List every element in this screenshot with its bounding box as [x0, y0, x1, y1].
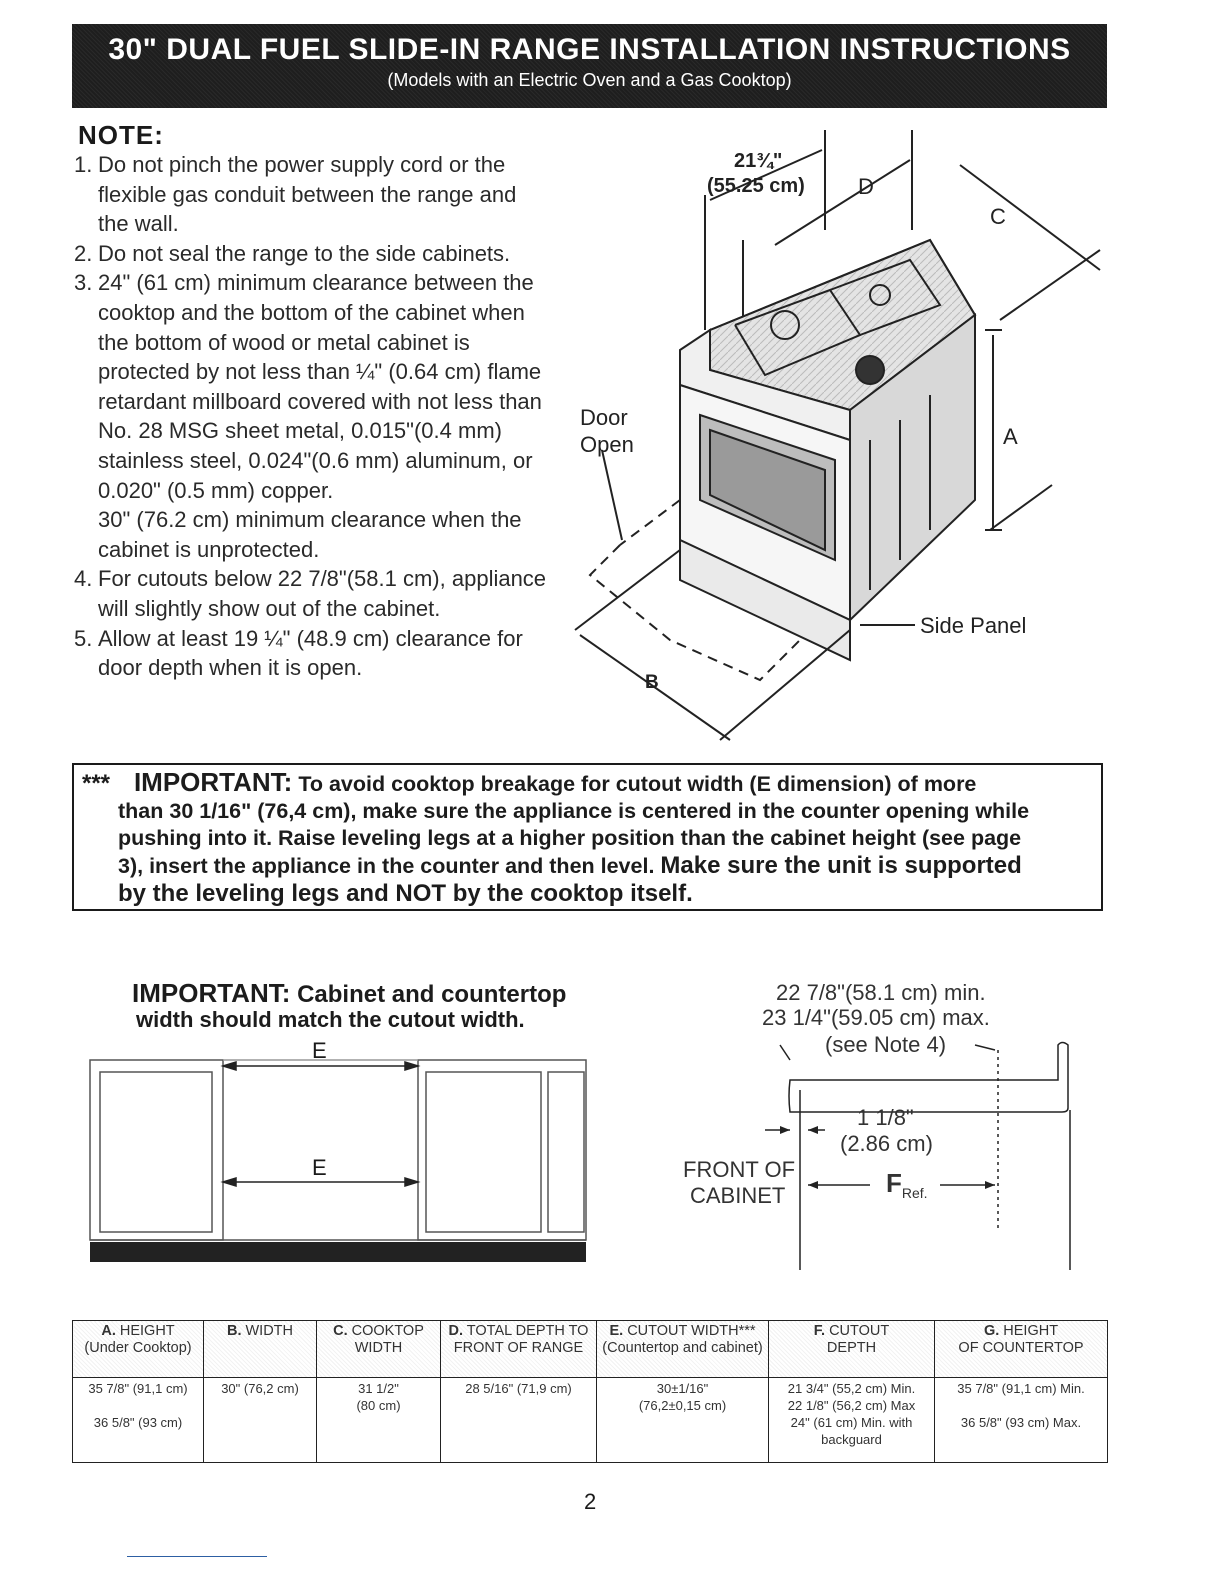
note-text: 24" (61 cm) minimum clearance between the cooktop and the bottom of the cabinet when the bottom of wood or metal cabinet is protected by not less than ¼" (0.64 cm) flame retardant millboard covered with not less than No. 28 MSG sheet metal, 0.015"(0.4 mm) stainless steel, 0.024"(0.6 mm) aluminum, or 0.020" (0.5 mm) copper. — [98, 270, 542, 503]
note-item — [74, 239, 552, 269]
note-number: 2. — [74, 240, 93, 266]
important-line-4a: 3), insert the appliance in the counter and then level. — [118, 854, 655, 878]
note-heading: NOTE: — [78, 120, 164, 150]
dim-21-3-4-label: 21¾" — [734, 150, 783, 172]
note-number: 5. — [74, 625, 93, 651]
f-letter: F — [886, 1168, 902, 1198]
table-cell: 30" (76,2 cm) — [204, 1378, 317, 1463]
note-number: 1. — [74, 152, 93, 177]
front-of-cabinet-label-1: FRONT OF — [683, 1157, 796, 1182]
side-panel-label: Side Panel — [920, 613, 1027, 638]
note-list — [74, 150, 552, 683]
range-illustration — [560, 120, 1120, 760]
important-line-3: pushing into it. Raise leveling legs at a higher position than the cabinet height (see page — [118, 826, 1022, 850]
dim-a-label: A — [1003, 424, 1018, 449]
table-cell: 35 7/8" (91,1 cm) 36 5/8" (93 cm) — [73, 1378, 204, 1463]
important-label: IMPORTANT: — [133, 767, 293, 797]
depth-min-label: 22 7/8"(58.1 cm) min. — [776, 980, 986, 1005]
page-number: 2 — [584, 1489, 597, 1514]
note-item — [74, 505, 552, 564]
table-cell: 28 5/16" (71,9 cm) — [441, 1378, 597, 1463]
note-text: For cutouts below 22 7/8"(58.1 cm), appliance will slightly show out of the cabinet. — [98, 566, 547, 621]
dim-c-label: C — [990, 204, 1006, 229]
table-header: B. WIDTH — [204, 1321, 317, 1378]
note-text: Do not pinch the power supply cord or the flexible gas conduit between the range and the wall. — [98, 152, 517, 237]
note-item — [74, 624, 552, 683]
note-number — [74, 505, 98, 564]
table-header: D. TOTAL DEPTH TO FRONT OF RANGE — [441, 1321, 597, 1378]
table-cell: 30±1/16" (76,2±0,15 cm) — [597, 1378, 769, 1463]
cabinet-important-label: IMPORTANT: — [132, 978, 291, 1008]
table-header: G. HEIGHT OF COUNTERTOP — [935, 1321, 1108, 1378]
dim-d-label: D — [858, 174, 874, 199]
note-item — [74, 150, 552, 239]
important-line-4b: Make sure the unit is supported — [660, 852, 1022, 879]
cabinet-illustration — [88, 1050, 588, 1265]
dimensions-table — [72, 1320, 1108, 1463]
table-header: C. COOKTOP WIDTH — [317, 1321, 441, 1378]
note-number: 3. — [74, 270, 93, 296]
note-text: Allow at least 19 ¼" (48.9 cm) clearance for door depth when it is open. — [98, 625, 523, 681]
page-title: 30" DUAL FUEL SLIDE-IN RANGE INSTALLATION INSTRUCTIONS — [108, 33, 1071, 66]
table-row — [73, 1378, 1108, 1463]
important-notice — [72, 763, 1103, 911]
page-subtitle: (Models with an Electric Oven and a Gas Cooktop) — [387, 70, 792, 90]
f-ref-label — [886, 1168, 928, 1201]
door-open-label-2: Open — [580, 432, 634, 457]
dim-e-top-label: E — [312, 1038, 327, 1063]
depth-dim-in-label: 1 1/8" — [857, 1105, 914, 1130]
cabinet-heading-line-2: width should match the cutout width. — [136, 1007, 525, 1032]
depth-max-label: 23 1/4"(59.05 cm) max. — [762, 1005, 990, 1030]
front-of-cabinet-label-2: CABINET — [690, 1183, 786, 1208]
table-header-row — [73, 1321, 1108, 1378]
note-item — [74, 268, 552, 505]
depth-dim-cm-label: (2.86 cm) — [840, 1131, 933, 1156]
table-cell: 35 7/8" (91,1 cm) Min. 36 5/8" (93 cm) Max. — [935, 1378, 1108, 1463]
table-header: A. HEIGHT (Under Cooktop) — [73, 1321, 204, 1378]
table-cell: 21 3/4" (55,2 cm) Min. 22 1/8" (56,2 cm) Max 24" (61 cm) Min. with backguard — [769, 1378, 935, 1463]
note-text: Do not seal the range to the side cabinets. — [98, 240, 511, 266]
note-item — [74, 564, 552, 623]
cabinet-heading — [132, 978, 566, 1009]
cabinet-heading-text: Cabinet and countertop — [297, 981, 567, 1008]
important-line-1: To avoid cooktop breakage for cutout width (E dimension) of more — [298, 772, 977, 796]
table-header: E. CUTOUT WIDTH*** (Countertop and cabinet) — [597, 1321, 769, 1378]
door-open-label-1: Door — [580, 405, 628, 430]
f-ref-sub: Ref. — [901, 1185, 928, 1202]
important-stars: *** — [82, 770, 111, 797]
important-line-5: by the leveling legs and NOT by the cooktop itself. — [118, 880, 693, 907]
dim-b-label: B — [645, 672, 659, 693]
table-cell: 31 1/2" (80 cm) — [317, 1378, 441, 1463]
dim-55-25-cm-label: (55.25 cm) — [707, 175, 805, 197]
footer-rule — [127, 1556, 267, 1557]
depth-see-note-label: (see Note 4) — [825, 1032, 947, 1057]
table-header: F. CUTOUT DEPTH — [769, 1321, 935, 1378]
dim-e-mid-label: E — [312, 1155, 327, 1180]
note-number: 4. — [74, 566, 93, 592]
note-text: 30" (76.2 cm) minimum clearance when the cabinet is unprotected. — [98, 507, 522, 562]
title-banner — [72, 24, 1107, 108]
important-line-2: than 30 1/16" (76,4 cm), make sure the appliance is centered in the counter opening while — [118, 799, 1030, 823]
